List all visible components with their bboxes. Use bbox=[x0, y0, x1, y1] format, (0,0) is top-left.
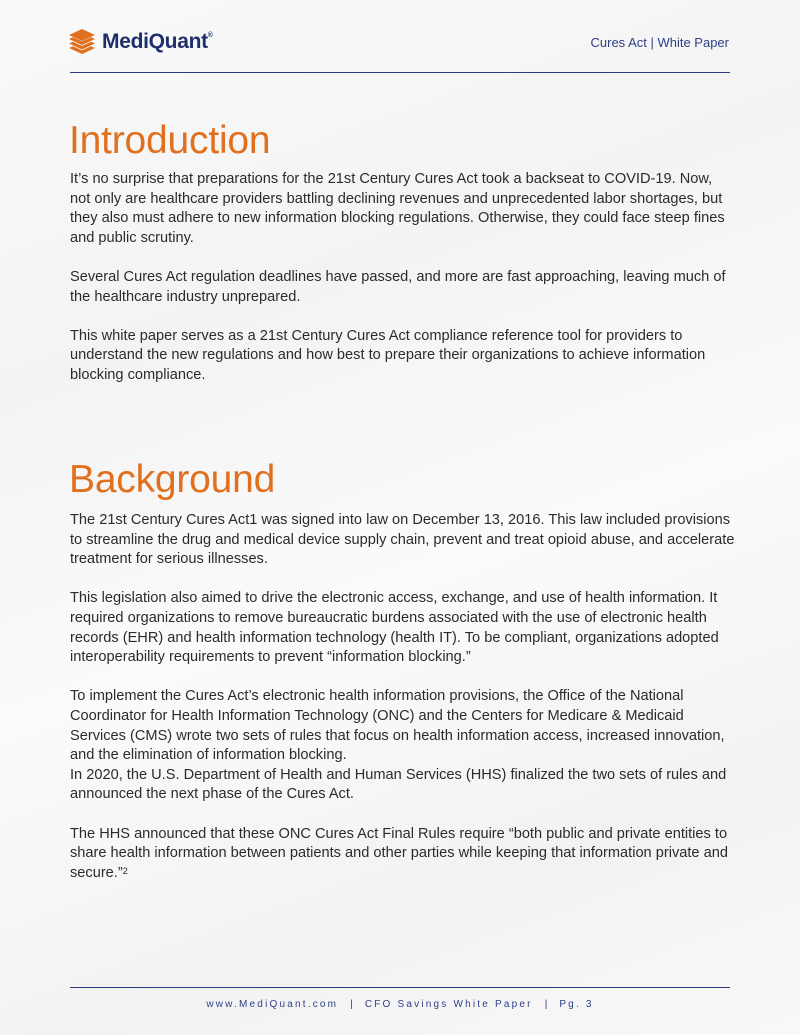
page-footer bbox=[0, 999, 800, 1010]
background-paragraph: In 2020, the U.S. Department of Health and Human Services (HHS) finalized the two sets of rules and announced the next phase of the Cures Act. bbox=[70, 766, 727, 803]
background-paragraph: This legislation also aimed to drive the electronic access, exchange, and use of health information. It required organizations to remove bureaucratic burdens associated with the use of electronic health records (EHR) and health information technology (health IT). To be compliant, organizations adopted interoperability requirements to prevent “information blocking.” bbox=[70, 590, 719, 666]
introduction-paragraph: Several Cures Act regulation deadlines have passed, and more are fast approaching, leaving much of the healthcare industry unprepared. bbox=[70, 268, 726, 305]
introduction-body bbox=[70, 170, 735, 405]
background-paragraph: The 21st Century Cures Act1 was signed into law on December 13, 2016. This law included provisions to streamline the drug and medical device supply chain, prevent and treat opioid abuse, and accelerate treatment for serious illnesses. bbox=[70, 512, 735, 568]
footer-separator: | bbox=[544, 999, 548, 1010]
introduction-paragraph: This white paper serves as a 21st Century Cures Act compliance reference tool for providers to understand the new regulations and how best to prepare their organizations to achieve information blocking compliance. bbox=[70, 327, 706, 383]
footer-separator: | bbox=[350, 999, 353, 1010]
footer-website: www.MediQuant.com bbox=[206, 999, 339, 1010]
header-divider bbox=[70, 72, 730, 73]
header-document-tag: Cures Act | White Paper bbox=[590, 35, 729, 50]
introduction-paragraph: It’s no surprise that preparations for the 21st Century Cures Act took a backseat to COVID-19. Now, not only are healthcare providers battling declining revenues and unprecedented labor shortages, but they also must adhere to new information blocking regulations. Otherwise, they could face steep fines and public scrutiny. bbox=[70, 171, 725, 246]
background-heading: Background bbox=[69, 458, 276, 501]
background-body bbox=[70, 511, 735, 903]
background-paragraph: The HHS announced that these ONC Cures Act Final Rules require “both public and private entities to share health information between patients and other parties while keeping that information private and secure.”$^2$ bbox=[70, 825, 728, 881]
footer-divider bbox=[70, 987, 730, 988]
stacked-layers-icon bbox=[67, 28, 97, 56]
footnote-reference: 2 bbox=[122, 865, 128, 876]
logo-wordmark: MediQuant® bbox=[102, 30, 213, 53]
company-logo bbox=[67, 28, 213, 56]
introduction-heading: Introduction bbox=[69, 119, 271, 162]
footer-page-number: Pg. 3 bbox=[559, 999, 594, 1010]
background-paragraph: To implement the Cures Act’s electronic health information provisions, the Office of the National Coordinator for Health Information Technology (ONC) and the Centers for Medicare & Medicaid Services (CMS) wrote two sets of rules that focus on health information access, increased innovation, and the elimination of information blocking. bbox=[70, 688, 725, 764]
footer-title: CFO Savings White Paper bbox=[364, 999, 533, 1010]
